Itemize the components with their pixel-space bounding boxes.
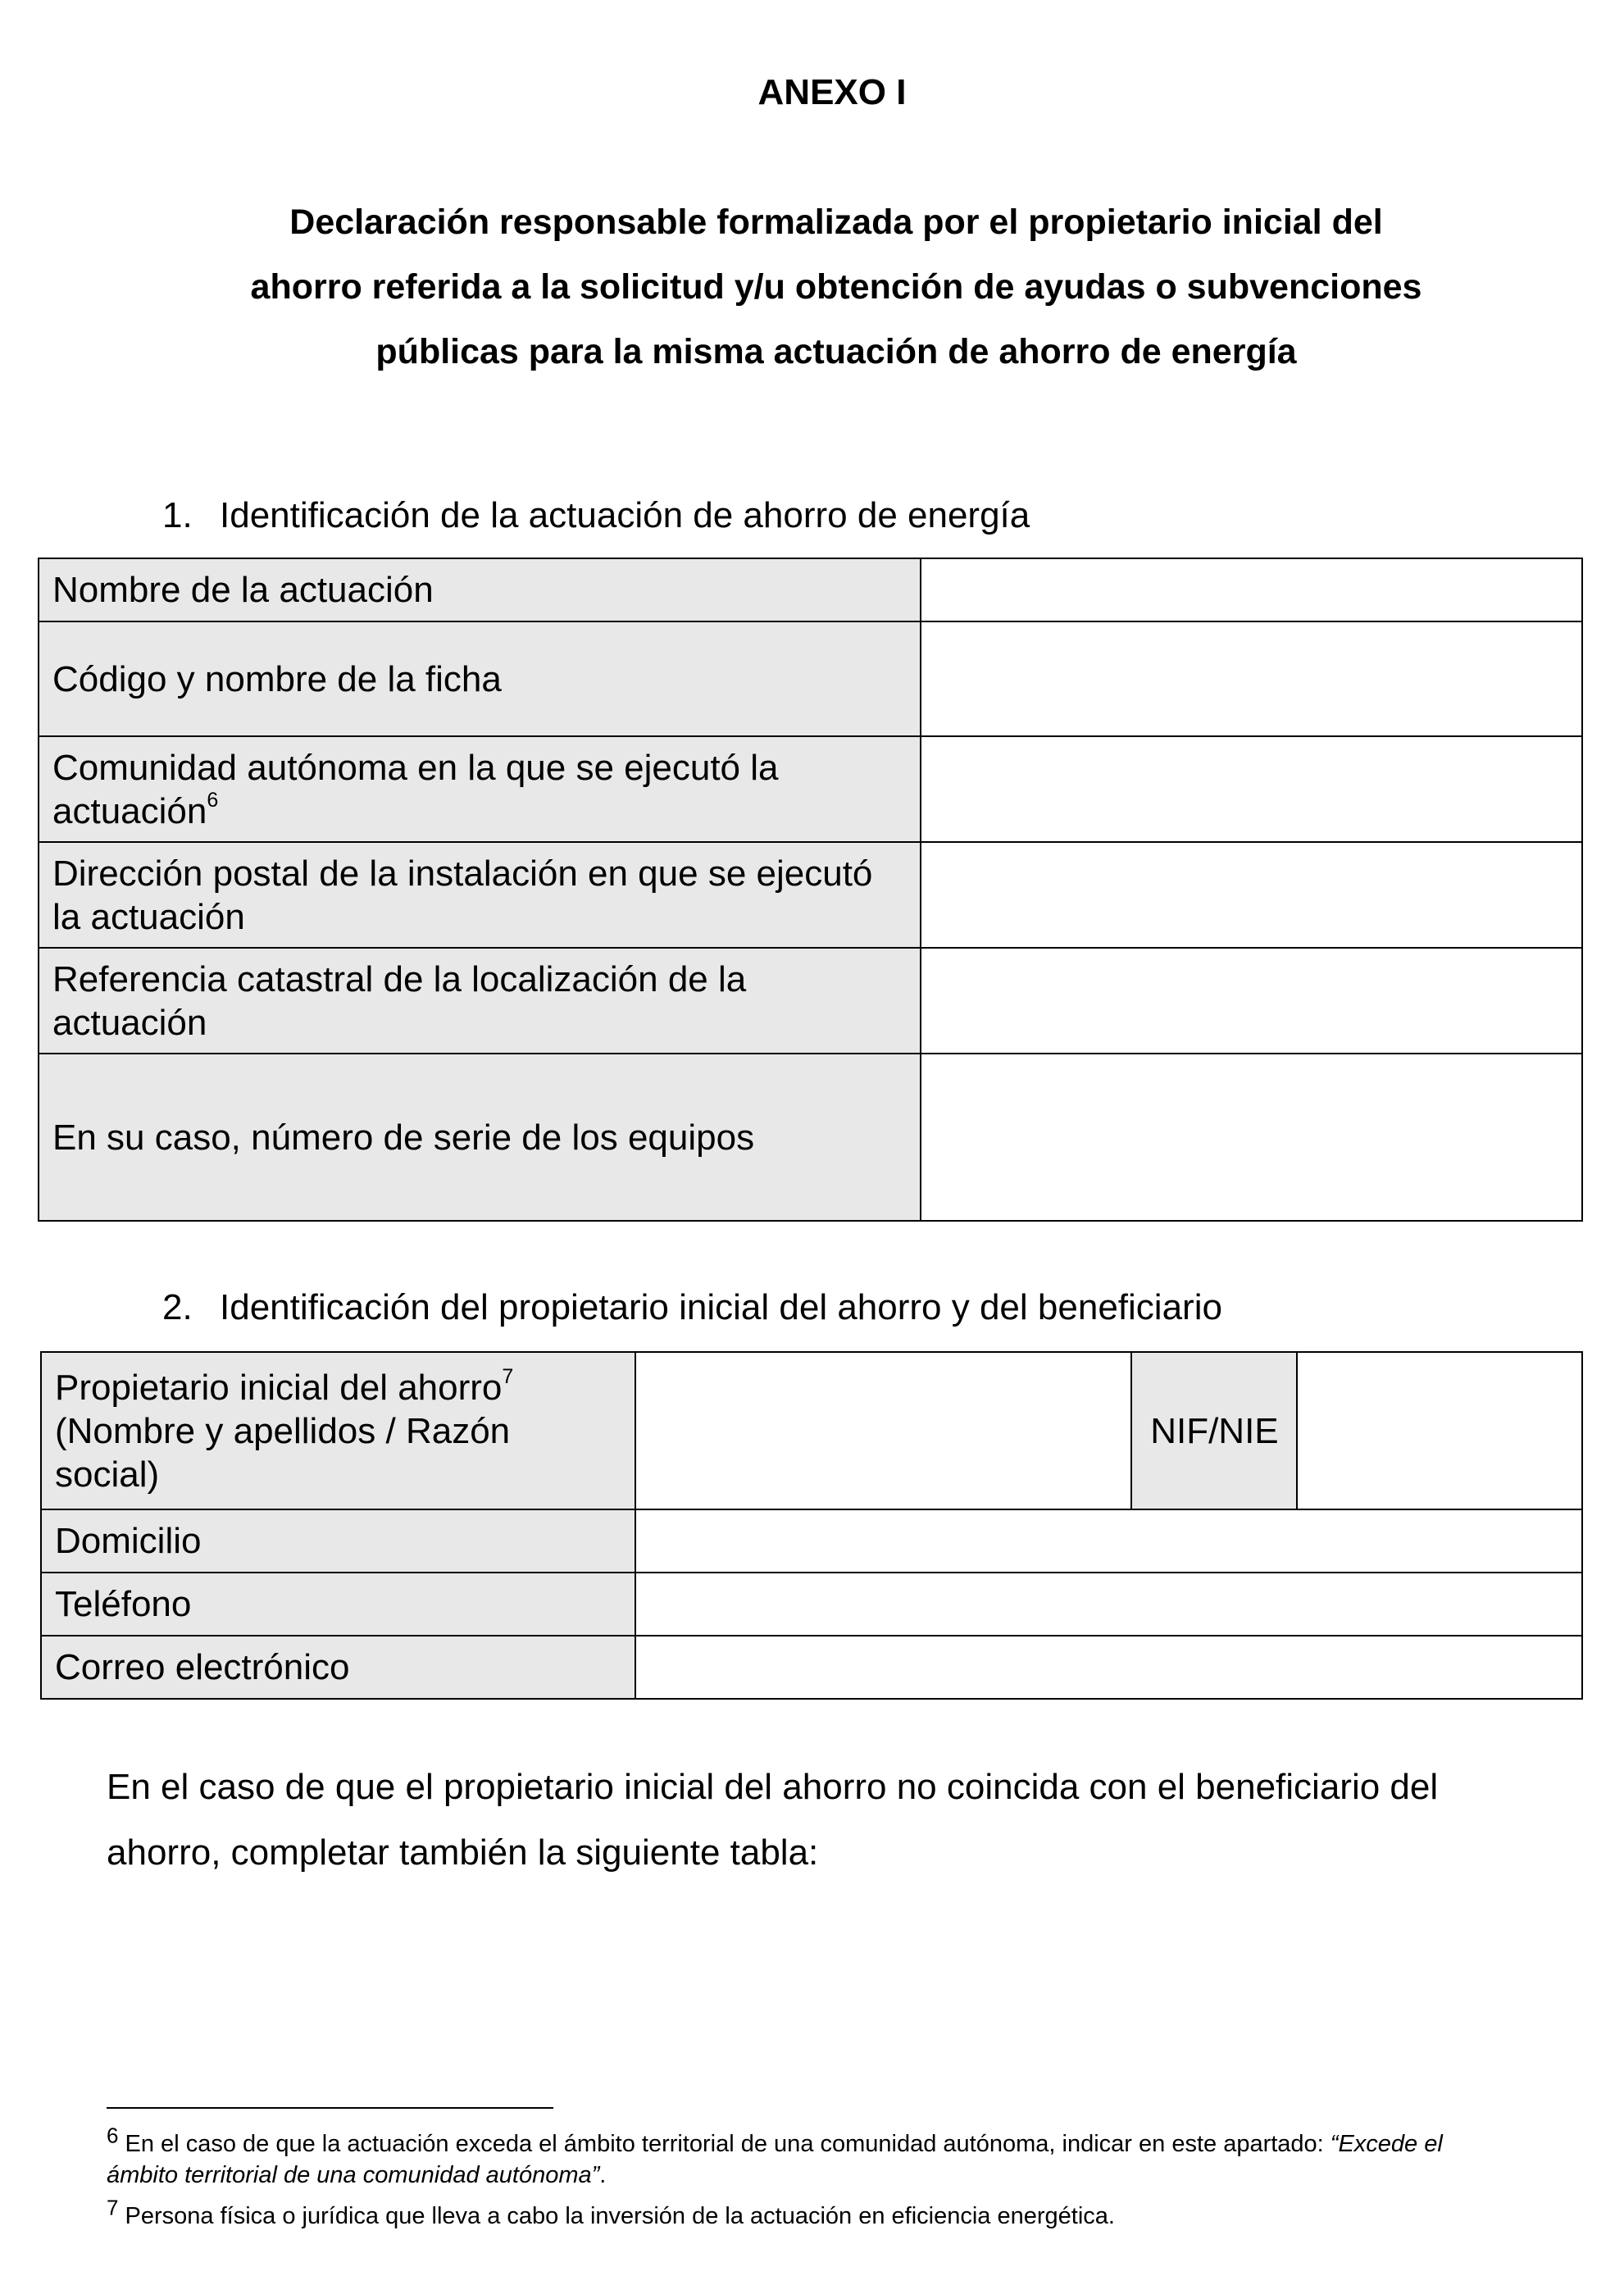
instruction-paragraph: En el caso de que el propietario inicial del ahorro no coincida con el beneficiario del ahorro, completar también la siguiente tabla: [107,1767,1439,1873]
table-row [41,1352,1582,1509]
footnote-mark: 6 [107,2123,119,2148]
row-label: Correo electrónico [41,1636,635,1699]
table-row [39,842,1582,948]
document-subtitle: Declaración responsable formalizada por el propietario inicial del ahorro referida a la solicitud y/u obtención de ayudas o subvenciones públicas para la misma actuación de ahorro de energía [250,203,1422,371]
row-label: En su caso, número de serie de los equipos [39,1054,921,1221]
actuation-table [38,558,1583,1222]
footnote-mark: 7 [107,2195,119,2220]
footnote-6: 6 En el caso de que la actuación exceda el ámbito territorial de una comunidad autónoma, indicar en este apartado: “Excede el ámbito territorial de una comunidad autónoma”. [107,2123,1443,2188]
table-row [39,948,1582,1054]
row-label: Nombre de la actuación [39,558,921,621]
footnote-text: Persona física o jurídica que lleva a cabo la inversión de la actuación en eficiencia energética. [125,2203,1115,2229]
address-field[interactable] [635,1509,1582,1573]
owner-name-field[interactable] [635,1352,1131,1509]
email-field[interactable] [635,1636,1582,1699]
section-1-title: Identificación de la actuación de ahorro de energía [220,495,1030,535]
footnote-italic: “Excede el ámbito territorial de una comunidad autónoma” [107,2131,1443,2188]
table-row [41,1573,1582,1636]
cadastral-reference-field[interactable] [921,948,1582,1054]
row-label: Dirección postal de la instalación en que se ejecutó la actuación [39,842,921,948]
footnote-ref-7: 7 [502,1364,514,1388]
postal-address-field[interactable] [921,842,1582,948]
actuation-name-field[interactable] [921,558,1582,621]
table-row [39,1054,1582,1221]
section-2-heading [162,1287,1222,1328]
nif-field[interactable] [1297,1352,1582,1509]
table-row [41,1636,1582,1699]
autonomous-community-field[interactable] [921,736,1582,842]
section-2-title: Identificación del propietario inicial del ahorro y del beneficiario [220,1287,1222,1327]
footnote-7 [107,2195,1500,2232]
row-label: Código y nombre de la ficha [39,621,921,736]
section-1-number: 1. [162,495,193,535]
sheet-code-field[interactable] [921,621,1582,736]
nif-label: NIF/NIE [1131,1352,1297,1509]
document-title: ANEXO I [757,72,907,112]
section-2-number: 2. [162,1287,193,1327]
row-label: Comunidad autónoma en la que se ejecutó la actuación$^6$ [39,736,921,842]
table-row [39,621,1582,736]
owner-table [40,1351,1583,1700]
row-label: Propietario inicial del ahorro$^7$ (Nombre y apellidos / Razón social) [41,1352,635,1509]
phone-field[interactable] [635,1573,1582,1636]
table-row [39,558,1582,621]
table-row [39,736,1582,842]
footnote-separator [107,2107,553,2109]
row-label: Domicilio [41,1509,635,1573]
row-label: Referencia catastral de la localización de la actuación [39,948,921,1054]
footnote-text: En el caso de que la actuación exceda el ámbito territorial de una comunidad autónoma, indicar en este apartado: [125,2131,1331,2157]
table-row [41,1509,1582,1573]
row-label: Teléfono [41,1573,635,1636]
serial-number-field[interactable] [921,1054,1582,1221]
footnote-ref-6: 6 [207,788,219,812]
section-1-heading [162,495,1030,536]
